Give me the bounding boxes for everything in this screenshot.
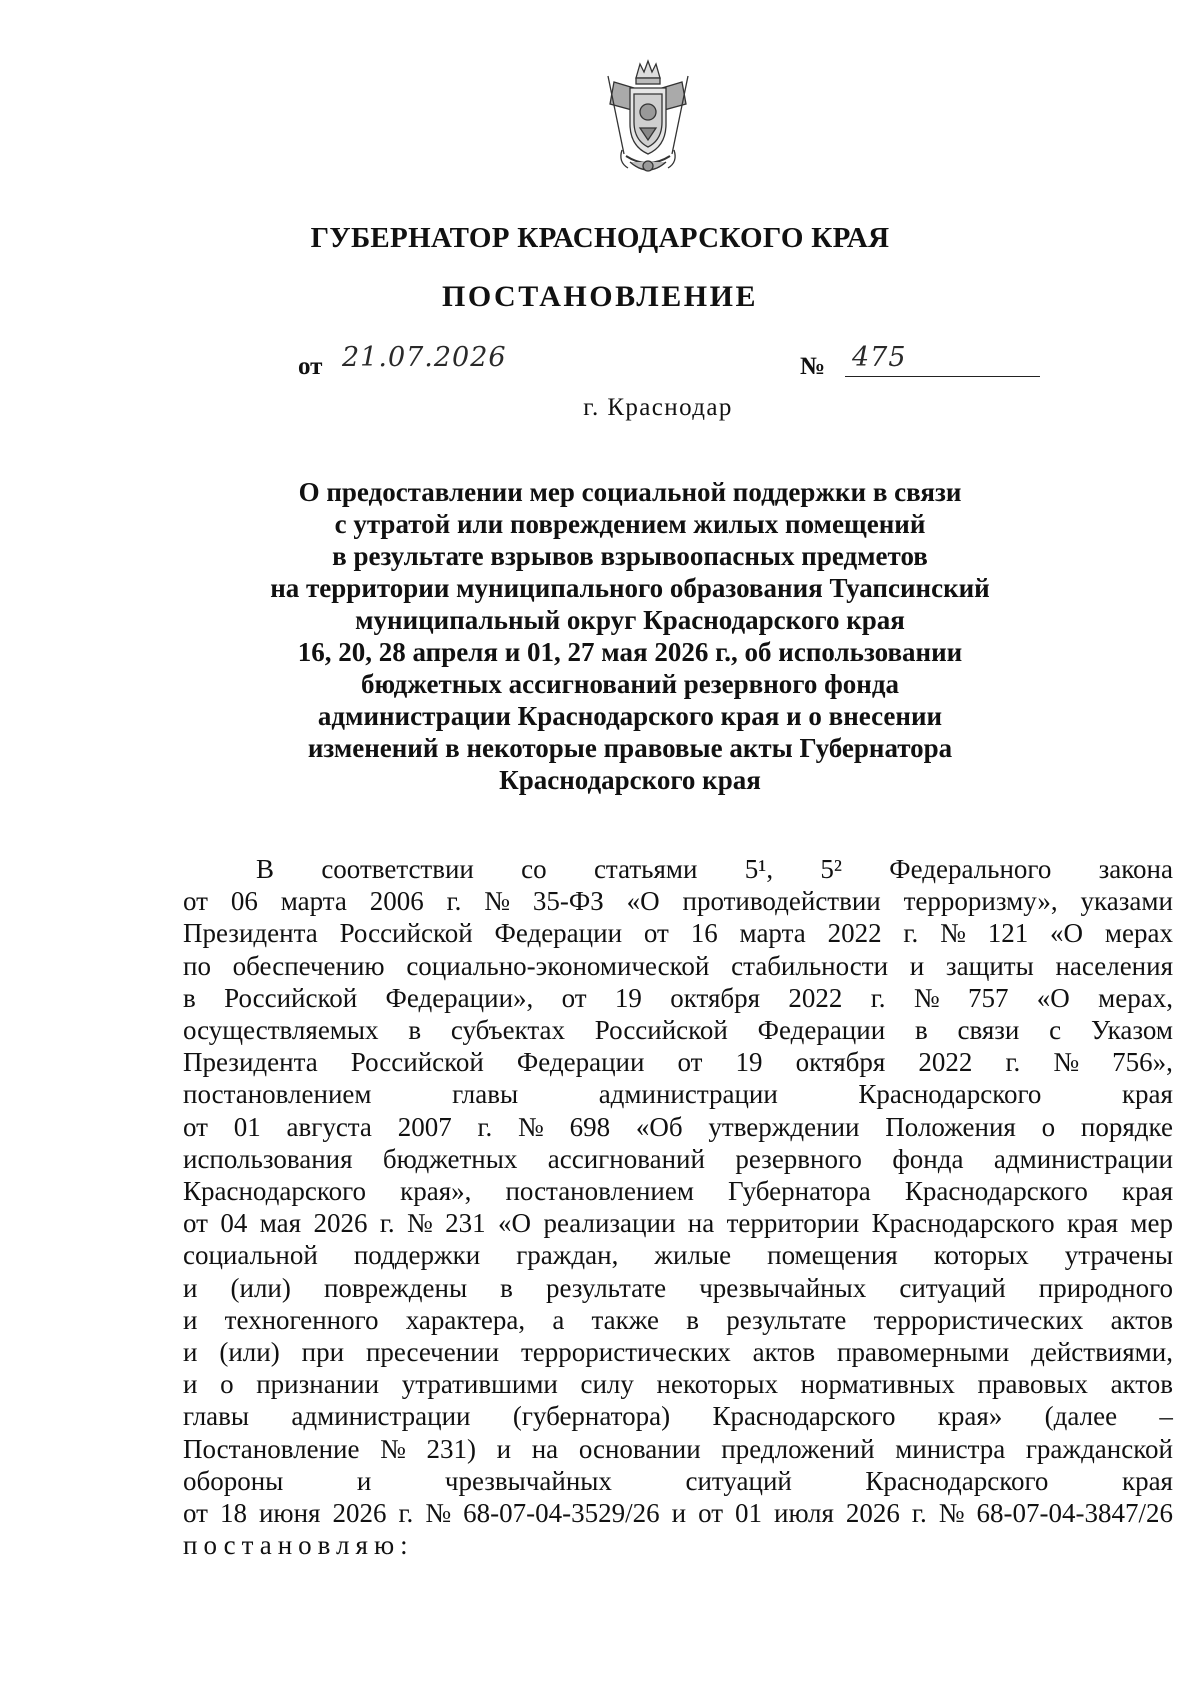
body-word: главы bbox=[452, 1079, 519, 1110]
body-word: населения bbox=[1055, 950, 1173, 981]
body-word: 06 bbox=[230, 886, 258, 917]
body-word: (или) bbox=[230, 1272, 291, 1303]
body-word: Российской bbox=[339, 918, 473, 949]
body-word: пресечении bbox=[365, 1337, 500, 1368]
body-word: некоторых bbox=[656, 1369, 778, 1400]
body-word: № bbox=[484, 886, 511, 917]
body-word: и bbox=[671, 1498, 687, 1529]
body-word: и bbox=[356, 1465, 372, 1496]
coat-of-arms-emblem bbox=[600, 58, 696, 182]
title-line: О предоставлении мер социальной поддержки в связи bbox=[298, 477, 962, 507]
body-word: 19 bbox=[735, 1047, 763, 1078]
body-word: социально-экономической bbox=[406, 950, 710, 981]
body-word: Положения bbox=[885, 1111, 1016, 1142]
body-word: «О bbox=[498, 1208, 532, 1239]
body-word: со bbox=[521, 854, 547, 884]
body-word: утверждении bbox=[708, 1111, 860, 1142]
body-word: актов bbox=[752, 1337, 816, 1368]
body-word: гражданской bbox=[1025, 1433, 1173, 1464]
body-word: г. bbox=[1005, 1047, 1021, 1078]
body-word: повреждены bbox=[323, 1272, 468, 1303]
body-word: Российской bbox=[350, 1047, 484, 1078]
body-word: в bbox=[183, 982, 196, 1013]
preamble-paragraph bbox=[183, 853, 1173, 1561]
body-word: в bbox=[914, 1015, 928, 1046]
body-word: о bbox=[1041, 1111, 1056, 1142]
body-word: администрации bbox=[598, 1079, 778, 1110]
body-word: 5² bbox=[820, 854, 842, 884]
body-word: 698 bbox=[569, 1111, 611, 1142]
body-word: противодействии bbox=[682, 886, 881, 917]
body-word: от bbox=[183, 1498, 208, 1529]
body-lines bbox=[183, 885, 1173, 1529]
body-word: (далее bbox=[1044, 1401, 1118, 1432]
title-line: муниципальный округ Краснодарского края bbox=[355, 605, 905, 635]
body-word: и bbox=[183, 1304, 198, 1335]
issuer-heading: ГУБЕРНАТОР КРАСНОДАРСКОГО КРАЯ bbox=[310, 222, 890, 254]
body-word: правовых bbox=[977, 1369, 1088, 1400]
body-word: «О bbox=[1036, 982, 1070, 1013]
body-word: 757 bbox=[967, 982, 1009, 1013]
body-line bbox=[183, 1465, 1173, 1497]
body-word: от bbox=[677, 1047, 703, 1078]
body-word: от bbox=[183, 1208, 208, 1239]
body-word: Федерального bbox=[889, 854, 1052, 884]
body-word: ситуаций bbox=[685, 1465, 792, 1496]
body-word: 2006 bbox=[369, 886, 424, 917]
body-line bbox=[183, 1272, 1173, 1304]
body-word: ассигнований bbox=[547, 1143, 705, 1174]
body-word: г. bbox=[379, 1208, 395, 1239]
body-word: Краснодарского bbox=[183, 1176, 367, 1207]
body-line bbox=[183, 1239, 1173, 1271]
document-title bbox=[240, 476, 1020, 796]
body-line bbox=[183, 885, 1173, 917]
body-word: 04 bbox=[220, 1208, 248, 1239]
body-word: 68-07-04-3529/26 bbox=[463, 1498, 660, 1529]
body-word: жилые bbox=[654, 1240, 732, 1271]
body-word: 756», bbox=[1112, 1047, 1173, 1078]
body-word: 2022 bbox=[788, 982, 843, 1013]
body-word: территории bbox=[726, 1208, 860, 1239]
body-word: 01 bbox=[233, 1111, 261, 1142]
body-word: на bbox=[687, 1208, 715, 1239]
body-word: утрачены bbox=[1064, 1240, 1173, 1271]
number-underline bbox=[845, 376, 1040, 377]
body-word: терроризму», bbox=[903, 886, 1058, 917]
body-word: № bbox=[380, 1433, 406, 1464]
body-word: 2026 bbox=[332, 1498, 387, 1529]
body-word: края bbox=[1121, 1465, 1173, 1496]
body-word: Президента bbox=[183, 1047, 318, 1078]
body-word: с bbox=[1049, 1015, 1062, 1046]
body-word: защиты bbox=[945, 950, 1034, 981]
body-word: от bbox=[561, 982, 587, 1013]
body-line bbox=[183, 1400, 1173, 1432]
body-word: и bbox=[183, 1272, 198, 1303]
title-line: с утратой или повреждением жилых помещений bbox=[334, 509, 926, 539]
body-line bbox=[183, 1304, 1173, 1336]
number-label: № bbox=[800, 353, 826, 380]
body-word: порядке bbox=[1080, 1111, 1173, 1142]
body-word: администрации bbox=[993, 1143, 1173, 1174]
body-word: 121 bbox=[987, 918, 1029, 949]
body-word: на bbox=[531, 1433, 559, 1464]
body-word: Федерации bbox=[757, 1015, 886, 1046]
body-line bbox=[183, 1143, 1173, 1175]
body-word: помещения bbox=[767, 1240, 898, 1271]
body-word: г. bbox=[903, 918, 919, 949]
body-word: актов bbox=[1110, 1304, 1173, 1335]
body-word: указами bbox=[1080, 886, 1173, 917]
body-word: от bbox=[183, 886, 208, 917]
body-word: октября bbox=[795, 1047, 886, 1078]
body-word: постановлением bbox=[183, 1079, 372, 1110]
handwritten-number: 475 bbox=[852, 342, 907, 373]
body-word: Губернатора bbox=[728, 1176, 871, 1207]
body-word: предложений bbox=[721, 1433, 875, 1464]
body-word: 231 bbox=[445, 1208, 486, 1239]
body-word: статьями bbox=[593, 854, 698, 884]
body-word: «Об bbox=[635, 1111, 683, 1142]
body-word: актов bbox=[1110, 1369, 1173, 1400]
body-word: при bbox=[301, 1337, 345, 1368]
body-line bbox=[183, 950, 1173, 982]
body-word: от bbox=[183, 1111, 208, 1142]
body-word: № bbox=[913, 982, 940, 1013]
body-word: закона bbox=[1098, 854, 1173, 884]
body-word: № bbox=[407, 1208, 433, 1239]
body-word: 2026 bbox=[313, 1208, 368, 1239]
body-word: августа bbox=[286, 1111, 372, 1142]
body-word: № bbox=[518, 1111, 544, 1142]
body-word: осуществляемых bbox=[183, 1015, 379, 1046]
body-word: июня bbox=[258, 1498, 321, 1529]
body-word: (губернатора) bbox=[512, 1401, 671, 1432]
body-word: действиями, bbox=[1031, 1337, 1173, 1368]
date-label: от bbox=[298, 353, 323, 380]
title-line: изменений в некоторые правовые акты Губернатора bbox=[307, 733, 953, 763]
body-word: характера, bbox=[405, 1304, 526, 1335]
body-word: марта bbox=[739, 918, 806, 949]
body-line bbox=[183, 1368, 1173, 1400]
body-word: октября bbox=[670, 982, 761, 1013]
body-word: соответствии bbox=[321, 854, 474, 884]
body-word: мерах, bbox=[1098, 982, 1173, 1013]
body-word: Федерации bbox=[494, 918, 623, 949]
body-word: 2022 bbox=[827, 918, 882, 949]
resolve-word: постановляю: bbox=[183, 1530, 414, 1561]
body-word: использования bbox=[183, 1143, 353, 1174]
body-word: 16 bbox=[690, 918, 718, 949]
body-word: стабильности bbox=[731, 950, 889, 981]
body-word: и bbox=[909, 950, 925, 981]
body-word: а bbox=[552, 1304, 565, 1335]
body-word: № bbox=[938, 1498, 965, 1529]
body-line bbox=[183, 1497, 1173, 1529]
body-word: г. bbox=[911, 1498, 927, 1529]
body-word: 35-ФЗ bbox=[532, 886, 604, 917]
body-word: поддержки bbox=[353, 1240, 481, 1271]
body-word: от bbox=[698, 1498, 724, 1529]
body-word: мая bbox=[259, 1208, 302, 1239]
body-word: главы bbox=[183, 1401, 250, 1432]
body-line-first bbox=[183, 853, 1173, 885]
body-word: постановлением bbox=[505, 1176, 694, 1207]
city-line: г. Краснодар bbox=[583, 394, 733, 421]
body-word: г. bbox=[446, 886, 462, 917]
title-line: на территории муниципального образования Туапсинский bbox=[270, 573, 990, 603]
body-word: администрации bbox=[291, 1401, 471, 1432]
title-line: в результате взрывов взрывоопасных предметов bbox=[332, 541, 928, 571]
body-word: «О bbox=[1050, 918, 1084, 949]
title-line: 16, 20, 28 апреля и 01, 27 мая 2026 г., об использовании bbox=[297, 637, 963, 667]
body-word: социальной bbox=[183, 1240, 318, 1271]
body-line bbox=[183, 1175, 1173, 1207]
body-word: признании bbox=[256, 1369, 380, 1400]
body-line bbox=[183, 1433, 1173, 1465]
body-word: 01 bbox=[735, 1498, 763, 1529]
body-word: Федерации bbox=[516, 1047, 645, 1078]
body-word: 68-07-04-3847/26 bbox=[976, 1498, 1173, 1529]
body-word: края bbox=[1067, 1208, 1119, 1239]
body-word: 231) bbox=[426, 1433, 476, 1464]
body-word: мерах bbox=[1104, 918, 1173, 949]
body-word: Краснодарского bbox=[858, 1079, 1042, 1110]
body-word: № bbox=[425, 1498, 452, 1529]
title-line: администрации Краснодарского края и о внесении bbox=[317, 701, 943, 731]
body-line bbox=[183, 1046, 1173, 1078]
body-word: по bbox=[183, 950, 211, 981]
body-word: бюджетных bbox=[382, 1143, 518, 1174]
body-word: 5¹, bbox=[744, 854, 774, 884]
body-word: В bbox=[256, 854, 275, 884]
body-word: связи bbox=[957, 1015, 1020, 1046]
body-word: Краснодарского bbox=[904, 1176, 1088, 1207]
body-word: № bbox=[1053, 1047, 1080, 1078]
body-word: г. bbox=[870, 982, 886, 1013]
body-word: фонда bbox=[892, 1143, 964, 1174]
body-word: силу bbox=[580, 1369, 634, 1400]
body-line bbox=[183, 1078, 1173, 1110]
body-line bbox=[183, 1207, 1173, 1239]
body-word: в bbox=[408, 1015, 422, 1046]
body-word: № bbox=[940, 918, 966, 949]
body-word: Президента bbox=[183, 918, 318, 949]
body-word: и bbox=[183, 1337, 198, 1368]
body-word: марта bbox=[280, 886, 347, 917]
body-word: природного bbox=[1038, 1272, 1173, 1303]
body-word: и bbox=[496, 1433, 512, 1464]
body-word: 2007 bbox=[397, 1111, 452, 1142]
body-word: 2026 bbox=[845, 1498, 900, 1529]
body-line bbox=[183, 1336, 1173, 1368]
body-word: Российской bbox=[594, 1015, 728, 1046]
body-word: резервного bbox=[735, 1143, 862, 1174]
body-word: правомерными bbox=[837, 1337, 1010, 1368]
body-word: террористических bbox=[873, 1304, 1084, 1335]
body-word: – bbox=[1159, 1401, 1173, 1432]
body-word: (или) bbox=[219, 1337, 280, 1368]
body-word: обеспечению bbox=[232, 950, 385, 981]
body-word: субъектах bbox=[450, 1015, 566, 1046]
body-word: результате bbox=[545, 1272, 667, 1303]
title-line: Краснодарского края bbox=[499, 765, 761, 795]
body-word: нормативных bbox=[800, 1369, 955, 1400]
body-word: г. bbox=[398, 1498, 414, 1529]
body-word: Указом bbox=[1090, 1015, 1173, 1046]
body-line bbox=[183, 917, 1173, 949]
body-word: которых bbox=[933, 1240, 1029, 1271]
body-word: и bbox=[183, 1369, 198, 1400]
body-word: 2022 bbox=[918, 1047, 973, 1078]
body-word: Краснодарского bbox=[871, 1208, 1055, 1239]
body-word: о bbox=[220, 1369, 234, 1400]
body-word: граждан, bbox=[516, 1240, 619, 1271]
body-word: от bbox=[643, 918, 669, 949]
body-word: также bbox=[591, 1304, 660, 1335]
body-word: 19 bbox=[614, 982, 642, 1013]
body-word: Российской bbox=[224, 982, 358, 1013]
body-word: в bbox=[500, 1272, 513, 1303]
body-word: результате bbox=[726, 1304, 847, 1335]
body-word: Краснодарского bbox=[865, 1465, 1049, 1496]
body-word: Постановление bbox=[183, 1433, 360, 1464]
body-word: утратившими bbox=[401, 1369, 558, 1400]
body-word: техногенного bbox=[224, 1304, 379, 1335]
body-word: министра bbox=[895, 1433, 1006, 1464]
body-word: края» bbox=[937, 1401, 1003, 1432]
body-word: г. bbox=[477, 1111, 493, 1142]
body-word: ситуаций bbox=[899, 1272, 1006, 1303]
body-word: чрезвычайных bbox=[699, 1272, 867, 1303]
body-word: Федерации», bbox=[385, 982, 534, 1013]
handwritten-date: 21.07.2026 bbox=[342, 342, 507, 373]
body-word: чрезвычайных bbox=[444, 1465, 612, 1496]
title-line: бюджетных ассигнований резервного фонда bbox=[361, 669, 899, 699]
body-word: в bbox=[686, 1304, 699, 1335]
body-word: 18 bbox=[219, 1498, 247, 1529]
body-line bbox=[183, 1014, 1173, 1046]
body-word: террористических bbox=[521, 1337, 731, 1368]
body-line bbox=[183, 982, 1173, 1014]
body-word: обороны bbox=[183, 1465, 284, 1496]
body-word: мер bbox=[1130, 1208, 1173, 1239]
body-word: края bbox=[1121, 1176, 1173, 1207]
body-line bbox=[183, 1111, 1173, 1143]
body-word: края», bbox=[400, 1176, 472, 1207]
body-word: «О bbox=[626, 886, 660, 917]
body-word: реализации bbox=[543, 1208, 676, 1239]
body-word: Краснодарского bbox=[712, 1401, 896, 1432]
body-word: основании bbox=[578, 1433, 701, 1464]
body-word: края bbox=[1121, 1079, 1173, 1110]
document-type-heading: ПОСТАНОВЛЕНИЕ bbox=[442, 280, 758, 313]
body-word: июля bbox=[774, 1498, 834, 1529]
